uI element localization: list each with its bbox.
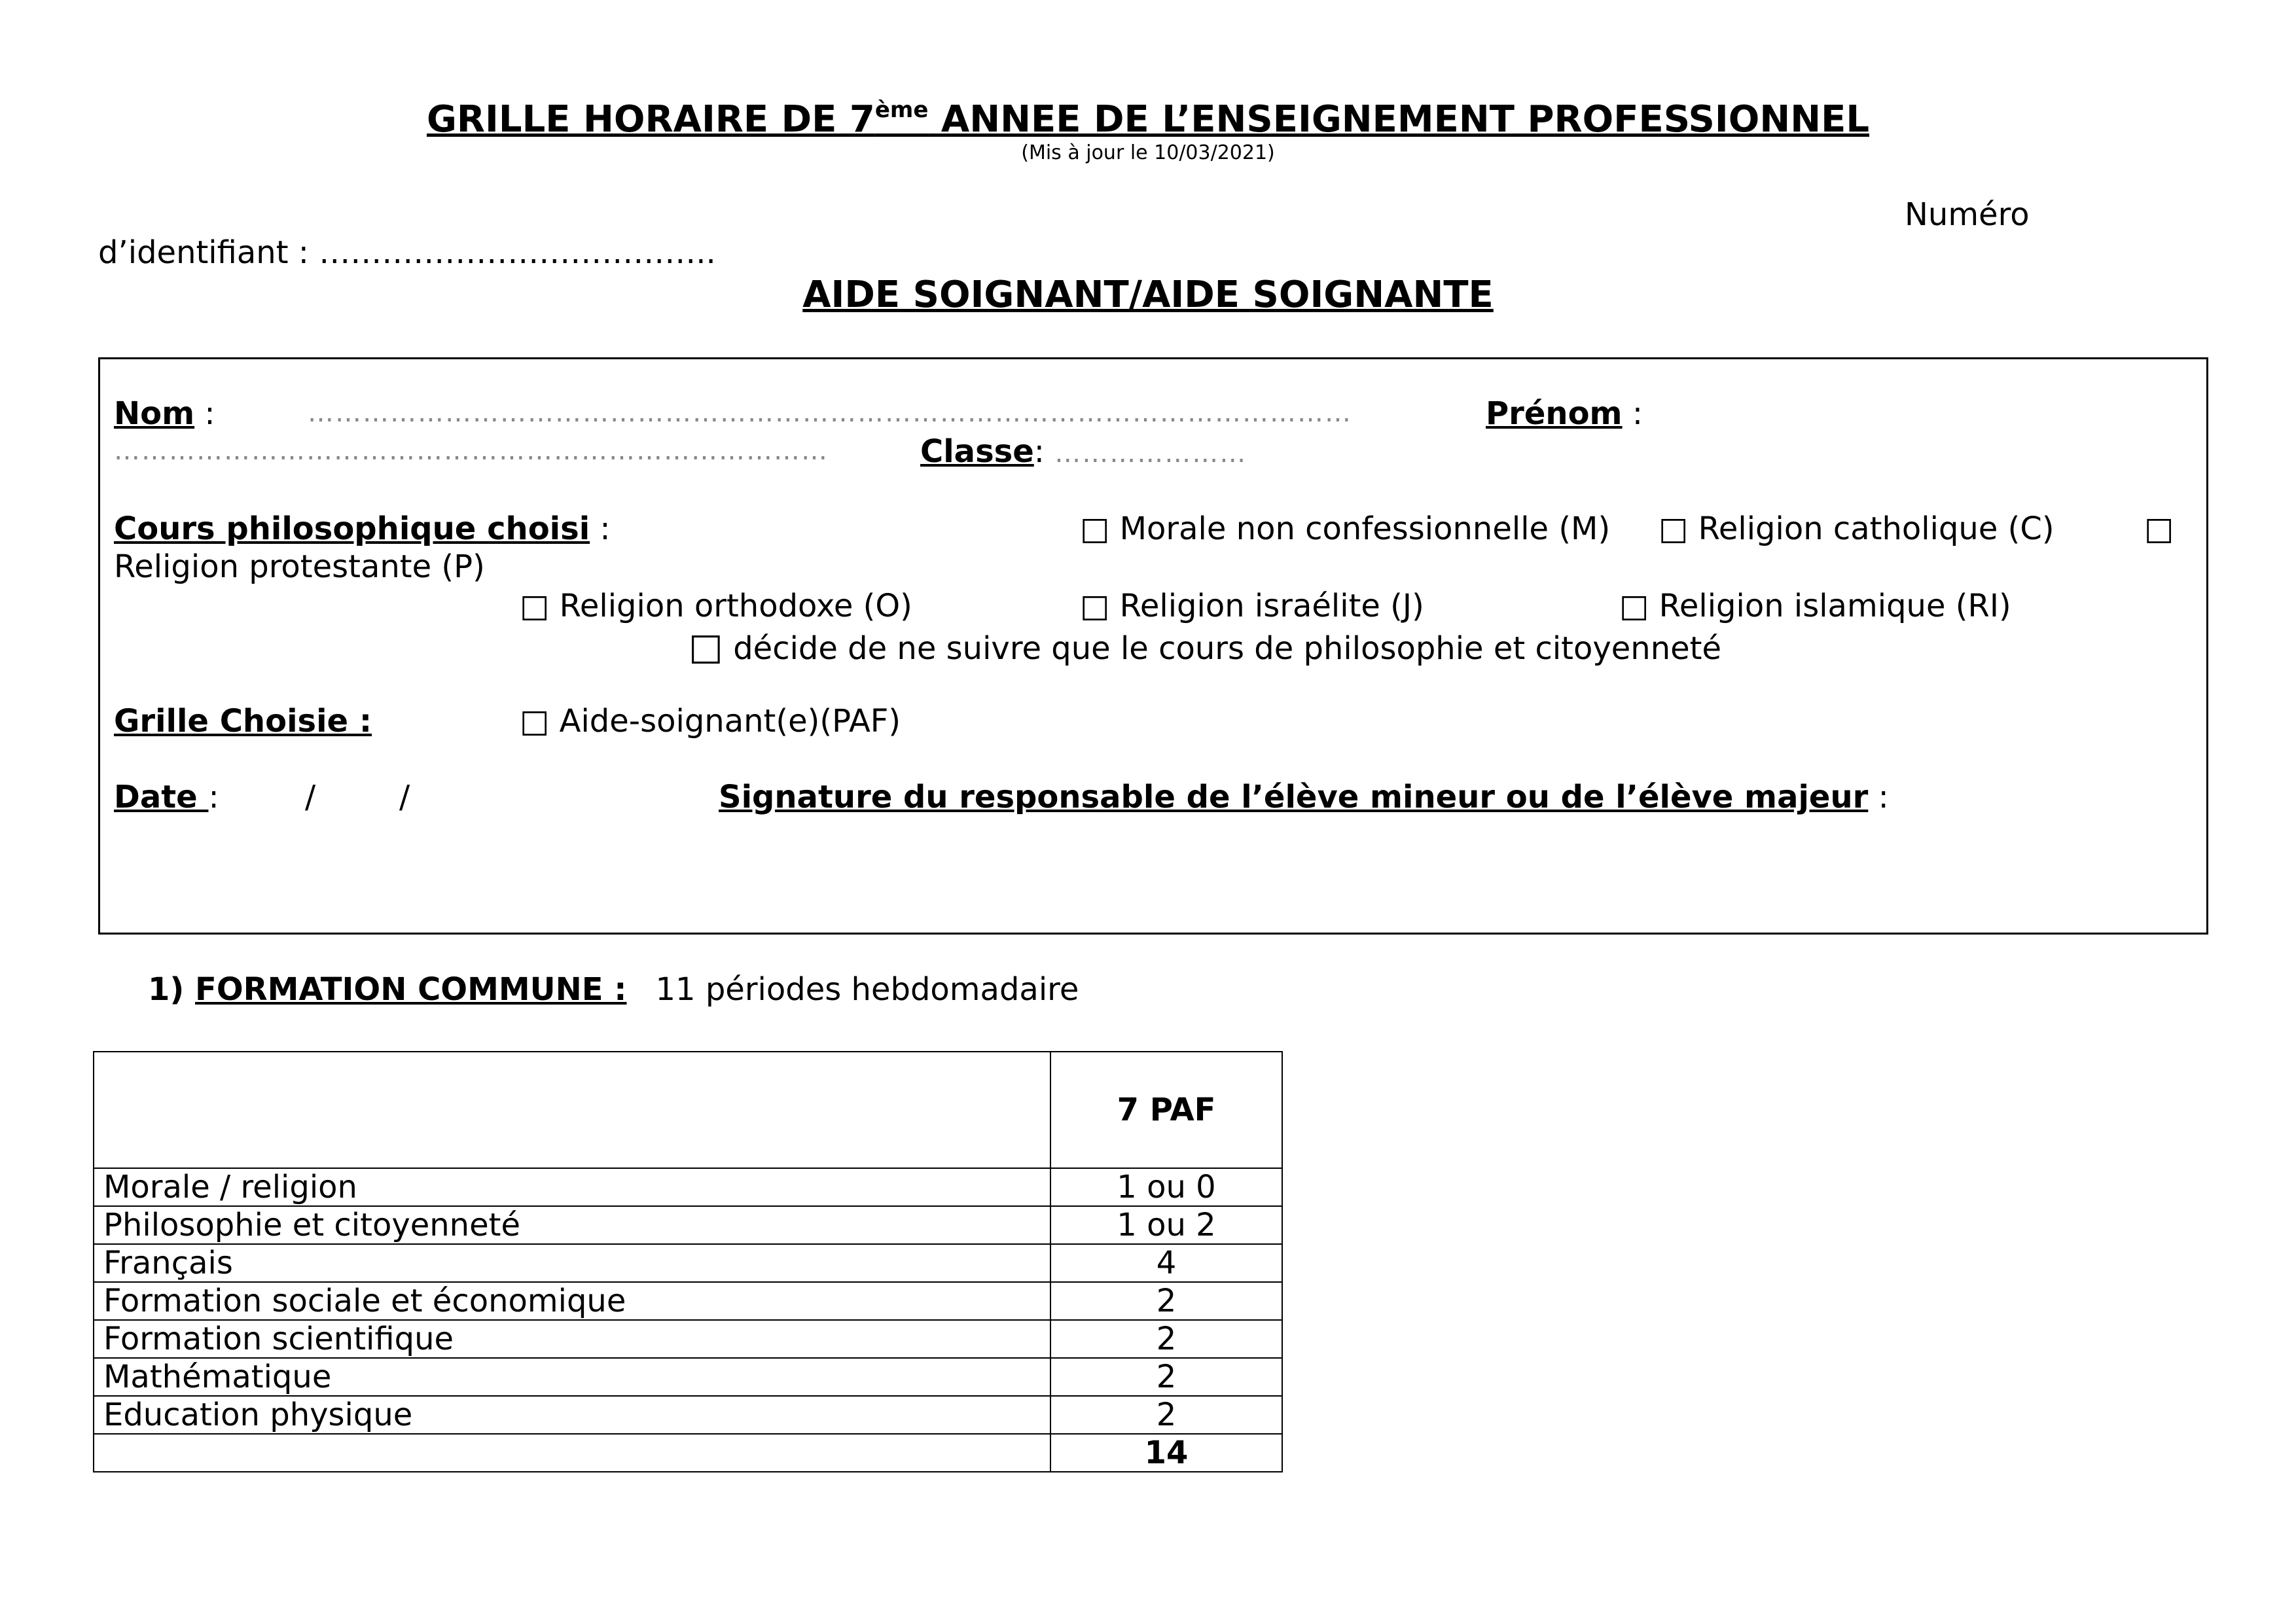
nom-label: Nom	[114, 395, 195, 432]
signature-label: Signature du responsable de l’élève mineur ou de l’élève majeur	[719, 779, 1869, 815]
classe-label: Classe	[920, 433, 1034, 470]
subject-cell: Philosophie et citoyenneté	[94, 1206, 1050, 1244]
option-protestante-label: Religion protestante (P)	[114, 548, 485, 585]
checkbox-icon[interactable]: □	[1080, 588, 1110, 624]
value-cell: 1 ou 0	[1050, 1168, 1282, 1206]
section-title: AIDE SOIGNANT/AIDE SOIGNANTE	[802, 274, 1494, 316]
subject-cell: Education physique	[94, 1396, 1050, 1434]
subject-cell: Mathématique	[94, 1358, 1050, 1396]
prenom-colon: :	[1622, 395, 1643, 432]
value-cell: 4	[1050, 1244, 1282, 1282]
classe-colon: :	[1033, 433, 1055, 470]
grille-label: Grille Choisie :	[114, 703, 372, 740]
checkbox-icon-protestante[interactable]: □	[2144, 510, 2174, 547]
value-cell: 2	[1050, 1396, 1282, 1434]
identifiant-label: d’identifiant :	[98, 234, 319, 271]
formation-periods: 11 périodes hebdomadaire	[655, 971, 1079, 1008]
option-label: décide de ne suivre que le cours de philosophie et citoyenneté	[733, 630, 1722, 667]
prenom-label: Prénom	[1486, 395, 1623, 432]
subject-cell: Morale / religion	[94, 1168, 1050, 1206]
cours-colon: :	[590, 510, 611, 547]
table-row	[94, 1396, 1282, 1434]
title-text: GRILLE HORAIRE DE 7	[426, 98, 875, 141]
table-row	[94, 1206, 1282, 1244]
signature-colon: :	[1868, 779, 1889, 815]
title-superscript: ème	[874, 97, 929, 123]
value-cell: 2	[1050, 1282, 1282, 1320]
option-label: Religion islamique (RI)	[1659, 588, 2011, 624]
nom-colon: :	[194, 395, 215, 432]
subject-cell: Formation sociale et économique	[94, 1282, 1050, 1320]
option-grille-paf[interactable]	[520, 703, 901, 740]
subject-cell: Formation scientifique	[94, 1320, 1050, 1358]
option-philo-only[interactable]	[689, 626, 1721, 668]
identifiant-field	[98, 234, 716, 271]
value-cell: 1 ou 2	[1050, 1206, 1282, 1244]
value-cell: 2	[1050, 1358, 1282, 1396]
checkbox-icon[interactable]: □	[1659, 510, 1689, 547]
option-label: Morale non confessionnelle (M)	[1119, 510, 1611, 547]
numero-label: Numéro	[1905, 196, 2030, 233]
nom-input[interactable]: ……………………………………………………………………………………………………	[308, 398, 1352, 428]
table-total-row	[94, 1434, 1282, 1472]
option-orthodoxe[interactable]	[520, 588, 912, 624]
nom-field	[114, 395, 215, 432]
option-label: Religion orthodoxe (O)	[559, 588, 912, 624]
schedule-table	[93, 1051, 1283, 1472]
checkbox-icon[interactable]: □	[520, 588, 550, 624]
date-field	[114, 779, 219, 815]
table-row	[94, 1168, 1282, 1206]
update-date: (Mis à jour le 10/03/2021)	[1021, 141, 1275, 164]
option-islamique[interactable]	[1619, 588, 2011, 624]
table-row	[94, 1358, 1282, 1396]
title-text-rest: ANNEE DE L’ENSEIGNEMENT PROFESSIONNEL	[928, 98, 1870, 141]
total-label-cell	[94, 1434, 1050, 1472]
subject-cell: Français	[94, 1244, 1050, 1282]
prenom-field	[1486, 395, 1643, 432]
checkbox-icon[interactable]: □	[1619, 588, 1649, 624]
table-header-empty	[94, 1052, 1050, 1168]
classe-field	[920, 433, 1247, 470]
value-cell: 2	[1050, 1320, 1282, 1358]
formation-heading	[148, 971, 1079, 1008]
option-label: Religion israélite (J)	[1119, 588, 1424, 624]
classe-input[interactable]: …………………	[1054, 438, 1247, 469]
option-label: Religion catholique (C)	[1698, 510, 2054, 547]
identifiant-dots[interactable]: ………………………………..	[319, 234, 716, 271]
table-row	[94, 1282, 1282, 1320]
date-label: Date	[114, 779, 209, 815]
date-slash-2: /	[399, 779, 410, 815]
table-row	[94, 1320, 1282, 1358]
page-title	[0, 97, 2296, 141]
prenom-input[interactable]: ……………………………………………………………………	[114, 436, 829, 466]
option-morale[interactable]	[1080, 510, 1610, 547]
formation-label: FORMATION COMMUNE :	[195, 971, 627, 1008]
checkbox-icon[interactable]: □	[1080, 510, 1110, 547]
checkbox-icon[interactable]: □	[520, 703, 550, 740]
date-slash-1: /	[305, 779, 316, 815]
checkbox-icon[interactable]: □	[689, 626, 723, 668]
table-row	[94, 1244, 1282, 1282]
total-value-cell: 14	[1050, 1434, 1282, 1472]
cours-field	[114, 510, 611, 547]
table-header-paf: 7 PAF	[1050, 1052, 1282, 1168]
table-header-row	[94, 1052, 1282, 1168]
option-catholique[interactable]	[1659, 510, 2054, 547]
formation-number: 1)	[148, 971, 196, 1008]
option-label: Aide-soignant(e)(PAF)	[559, 703, 901, 740]
option-israelite[interactable]	[1080, 588, 1424, 624]
cours-label: Cours philosophique choisi	[114, 510, 590, 547]
signature-field	[719, 779, 1889, 815]
date-colon: :	[208, 779, 219, 815]
